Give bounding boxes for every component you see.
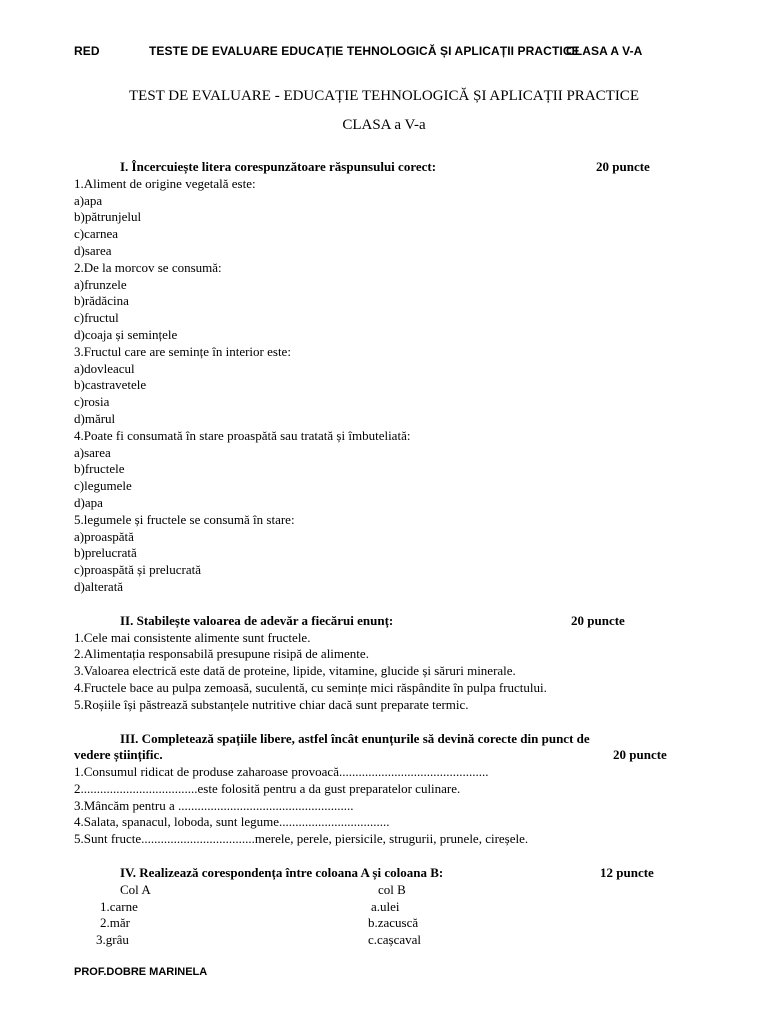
statement-line: 4.Fructele bace au pulpa zemoasă, suculentă, cu semințe mici răspândite în pulpa fructului. bbox=[74, 679, 547, 695]
match-row bbox=[74, 932, 734, 949]
section-3-title: III. Completează spațiile libere, astfel încât enunțurile să devină corecte din punct de bbox=[120, 730, 590, 746]
header-left: RED bbox=[74, 44, 100, 58]
section-1-title: I. Încercuiește litera corespunzătoare răspunsului corect: bbox=[120, 159, 437, 174]
test-content bbox=[74, 159, 734, 949]
section-4-title: IV. Realizează corespondența între coloana A și coloana B: bbox=[120, 865, 444, 881]
section-3-heading-line2 bbox=[74, 747, 734, 764]
match-row bbox=[74, 899, 734, 916]
question-line: b)castravetele bbox=[74, 377, 147, 393]
question-line: d)coaja și semințele bbox=[74, 326, 178, 342]
section-2-points: 20 puncte bbox=[571, 612, 625, 628]
statement-line: 1.Cele mai consistente alimente sunt fructele. bbox=[74, 629, 311, 645]
column-a-item: 3.grâu bbox=[96, 932, 129, 948]
section-3-statements bbox=[74, 764, 734, 848]
question-line: c)fructul bbox=[74, 310, 119, 326]
document-title: TEST DE EVALUARE - EDUCAȚIE TEHNOLOGICĂ ȘI APLICAȚII PRACTICE bbox=[129, 88, 639, 104]
section-2-statements bbox=[74, 630, 734, 714]
column-a-item: 1.carne bbox=[100, 898, 138, 914]
section-3-title-continued: vedere științific. bbox=[74, 747, 163, 763]
question-line: c)legumele bbox=[74, 478, 132, 494]
section-2-heading bbox=[74, 613, 734, 630]
match-row bbox=[74, 915, 734, 932]
question-line: c)rosia bbox=[74, 394, 110, 410]
column-b-item: a.ulei bbox=[371, 898, 400, 914]
question-line: 1.Aliment de origine vegetală este: bbox=[74, 175, 256, 191]
question-line: b)rădăcina bbox=[74, 293, 129, 309]
fill-in-line: 4.Salata, spanacul, loboda, sunt legume.................................. bbox=[74, 814, 390, 830]
section-1-questions bbox=[74, 176, 734, 596]
question-line: 5.legumele și fructele se consumă în stare: bbox=[74, 511, 295, 527]
question-line: a)apa bbox=[74, 192, 103, 208]
question-line: c)proaspătă și prelucrată bbox=[74, 562, 202, 578]
question-line: b)fructele bbox=[74, 461, 125, 477]
author-footer: PROF.DOBRE MARINELA bbox=[74, 966, 208, 978]
statement-line: 5.Roșiile își păstrează substanțele nutritive chiar dacă sunt preparate termic. bbox=[74, 696, 469, 712]
question-line: 3.Fructul care are semințe în interior este: bbox=[74, 343, 291, 359]
column-b-item: c.cașcaval bbox=[368, 932, 422, 948]
question-line: d)mărul bbox=[74, 410, 116, 426]
page-header bbox=[74, 44, 728, 62]
fill-in-line: 2....................................este folosită pentru a da gust preparatelor culinare. bbox=[74, 780, 461, 796]
question-line: b)prelucrată bbox=[74, 545, 137, 561]
fill-in-line: 3.Mâncăm pentru a ...................................................... bbox=[74, 797, 354, 813]
question-line: c)carnea bbox=[74, 226, 119, 242]
question-line: d)alterată bbox=[74, 578, 124, 594]
header-center: TESTE DE EVALUARE EDUCAȚIE TEHNOLOGICĂ ȘI APLICAȚII PRACTICE bbox=[149, 44, 580, 58]
column-b-item: b.zacuscă bbox=[368, 915, 419, 931]
question-line: 4.Poate fi consumată în stare proaspătă sau tratată și îmbuteliată: bbox=[74, 427, 411, 443]
question-line: a)sarea bbox=[74, 444, 111, 460]
section-1-heading bbox=[74, 159, 734, 176]
fill-in-line: 5.Sunt fructe...................................merele, perele, piersicile, strugurii, prunele, cireșele. bbox=[74, 831, 529, 847]
fill-in-line: 1.Consumul ridicat de produse zaharoase provoacă.............................................. bbox=[74, 764, 489, 780]
question-line: a)dovleacul bbox=[74, 360, 135, 376]
question-line: a)frunzele bbox=[74, 276, 127, 292]
header-right: CLASA A V-A bbox=[566, 44, 643, 58]
section-3-points: 20 puncte bbox=[613, 747, 667, 763]
question-line: d)sarea bbox=[74, 242, 112, 258]
column-b-title: col B bbox=[378, 881, 406, 897]
question-line: 2.De la morcov se consumă: bbox=[74, 259, 222, 275]
column-a-item: 2.măr bbox=[100, 915, 130, 931]
question-line: b)pătrunjelul bbox=[74, 209, 142, 225]
statement-line: 2.Alimentația responsabilă presupune risipă de alimente. bbox=[74, 646, 369, 662]
section-4-points: 12 puncte bbox=[600, 865, 654, 881]
question-line: a)proaspătă bbox=[74, 528, 134, 544]
section-1-points: 20 puncte bbox=[596, 159, 650, 174]
columns-header-row bbox=[74, 882, 734, 899]
question-line: d)apa bbox=[74, 494, 103, 510]
document-subtitle: CLASA a V-a bbox=[342, 117, 426, 133]
section-4-heading bbox=[74, 865, 734, 882]
column-a-title: Col A bbox=[120, 881, 151, 897]
section-3-heading-line1 bbox=[74, 731, 734, 748]
statement-line: 3.Valoarea electrică este dată de proteine, lipide, vitamine, glucide și săruri minerale. bbox=[74, 663, 516, 679]
section-2-title: II. Stabilește valoarea de adevăr a fiecărui enunț: bbox=[120, 612, 394, 628]
